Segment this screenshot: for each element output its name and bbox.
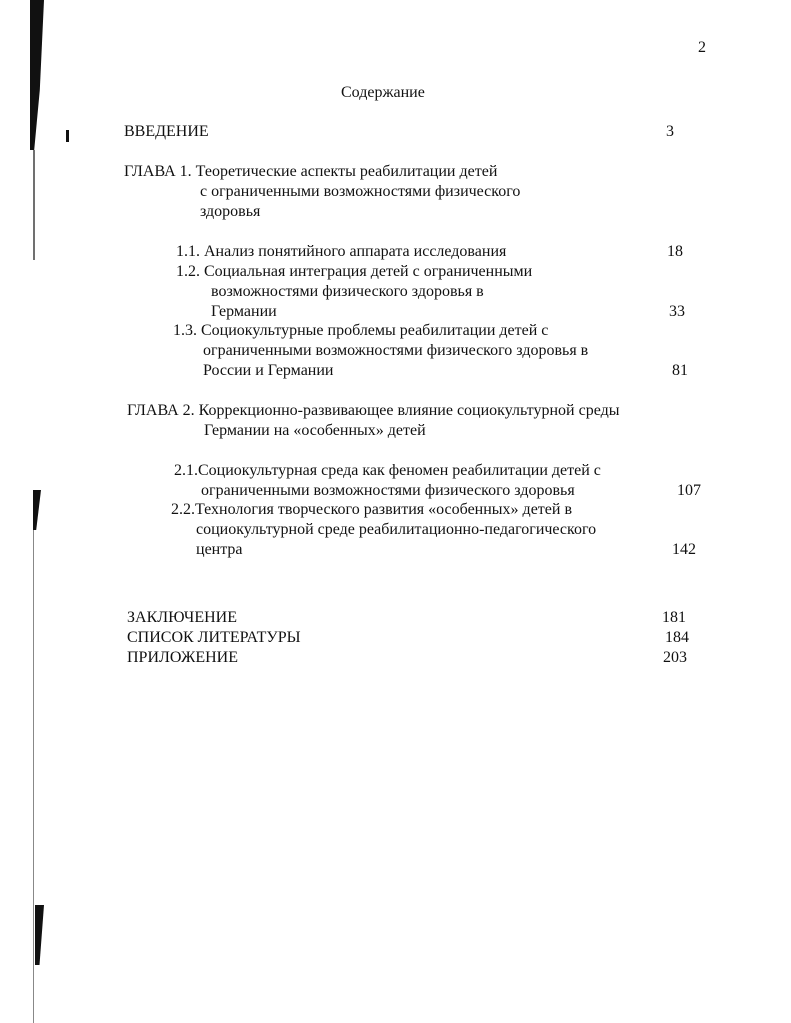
- scan-edge-mark: [66, 130, 69, 142]
- page-number: 2: [698, 39, 706, 56]
- toc-section-2-2-line3: центра: [196, 541, 243, 558]
- toc-section-1-2-line2: возможностями физического здоровья в: [211, 283, 484, 300]
- toc-chapter1-line1: ГЛАВА 1. Теоретические аспекты реабилитации детей: [124, 163, 498, 180]
- toc-section-1-2-line3: Германии: [211, 303, 277, 320]
- scan-edge-mark: [33, 150, 35, 260]
- toc-references-label: СПИСОК ЛИТЕРАТУРЫ: [127, 629, 301, 646]
- toc-section-1-2-page: 33: [669, 303, 685, 320]
- toc-conclusion-page: 181: [662, 609, 686, 626]
- toc-chapter1-line3: здоровья: [200, 203, 261, 220]
- toc-section-2-2-page: 142: [672, 541, 696, 558]
- toc-section-1-3-line2: ограниченными возможностями физического здоровья в: [203, 342, 589, 359]
- toc-chapter2-line1: ГЛАВА 2. Коррекционно-развивающее влияние социокультурной среды: [127, 402, 620, 419]
- toc-section-1-3-line1: 1.3. Социокультурные проблемы реабилитации детей с: [173, 322, 549, 339]
- page-title: Содержание: [341, 84, 425, 101]
- toc-intro-label: ВВЕДЕНИЕ: [124, 123, 209, 140]
- toc-section-2-1-line1: 2.1.Социокультурная среда как феномен реабилитации детей с: [174, 462, 601, 479]
- toc-section-2-1-line2: ограниченными возможностями физического здоровья: [201, 482, 575, 499]
- toc-references-page: 184: [665, 629, 689, 646]
- toc-section-1-1: 1.1. Анализ понятийного аппарата исследования: [176, 243, 507, 260]
- scan-edge-mark: [33, 490, 41, 530]
- toc-section-1-3-page: 81: [672, 362, 688, 379]
- toc-conclusion-label: ЗАКЛЮЧЕНИЕ: [127, 609, 237, 626]
- toc-section-1-3-line3: России и Германии: [203, 362, 334, 379]
- toc-appendix-label: ПРИЛОЖЕНИЕ: [127, 649, 239, 666]
- toc-section-1-2-line1: 1.2. Социальная интеграция детей с ограниченными: [176, 263, 533, 280]
- toc-section-2-2-line1: 2.2.Технология творческого развития «особенных» детей в: [171, 501, 572, 518]
- scan-edge-mark: [33, 530, 34, 1023]
- toc-chapter1-line2: с ограниченными возможностями физического: [200, 183, 521, 200]
- scan-edge-mark: [30, 0, 44, 150]
- toc-section-1-1-page: 18: [667, 243, 683, 260]
- scan-edge-mark: [35, 905, 44, 965]
- toc-appendix-page: 203: [663, 649, 687, 666]
- toc-section-2-2-line2: социокультурной среде реабилитационно-педагогического: [196, 521, 597, 538]
- toc-chapter2-line2: Германии на «особенных» детей: [204, 422, 426, 439]
- toc-section-2-1-page: 107: [677, 482, 701, 499]
- toc-intro-page: 3: [666, 123, 674, 140]
